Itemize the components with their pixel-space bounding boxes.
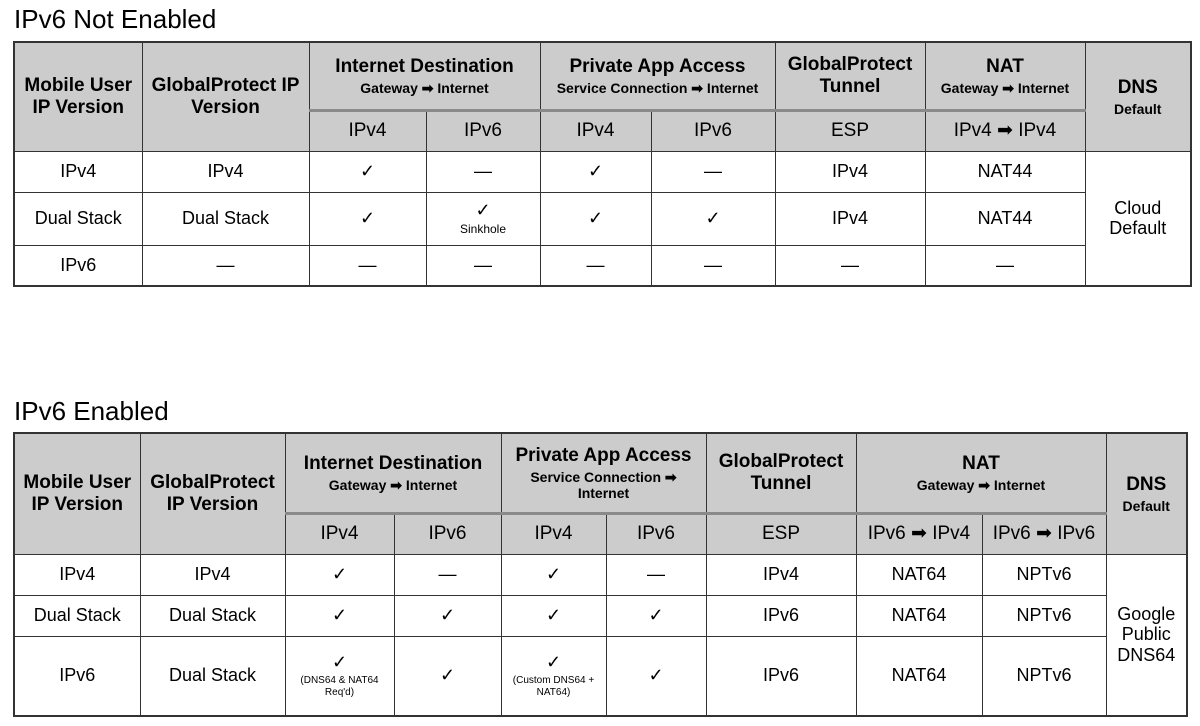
subheader-internet-ipv6: IPv6 — [426, 110, 540, 151]
table-row — [14, 245, 1191, 286]
dns-default-value: Google Public DNS64 — [1117, 603, 1176, 666]
cell-tunnel: IPv4 — [775, 192, 925, 245]
subheader-private-ipv4: IPv4 — [540, 110, 651, 151]
subheader-private-ipv6: IPv6 — [606, 513, 706, 554]
cell-gp: Dual Stack — [140, 636, 285, 716]
header-dns: DNS Default — [1106, 433, 1187, 554]
header-private-app-access: Private App Access Service Connection ➡ Internet — [501, 433, 706, 513]
cell-private-ipv4: ✓ — [540, 151, 651, 192]
cell-internet-ipv4: ✓ — [309, 192, 426, 245]
section-title-ipv6-not-enabled: IPv6 Not Enabled — [14, 4, 217, 34]
cell-nat: NAT44 — [925, 192, 1085, 245]
table-row — [14, 151, 1191, 192]
cell-internet-ipv6: ✓ — [394, 636, 501, 716]
header-dns-sub: Default — [1114, 100, 1162, 117]
cell-mobile: IPv6 — [14, 636, 140, 716]
sinkhole-note: Sinkhole — [459, 221, 507, 236]
cell-mobile: Dual Stack — [14, 192, 142, 245]
cell-private-ipv4: — — [540, 245, 651, 286]
cell-private-ipv4 — [501, 636, 606, 716]
cell-nat64: NAT64 — [856, 636, 982, 716]
cell-nptv6: NPTv6 — [982, 595, 1106, 636]
check-mark: ✓ — [331, 652, 348, 673]
cell-private-ipv6: ✓ — [606, 595, 706, 636]
cell-internet-ipv4 — [285, 636, 394, 716]
subheader-nat-ipv6-ipv4: IPv6 ➡ IPv4 — [856, 513, 982, 554]
cell-internet-ipv4: ✓ — [285, 554, 394, 595]
header-dns: DNS Default — [1085, 42, 1191, 151]
header-internet-destination-sub: Gateway ➡ Internet — [360, 79, 489, 96]
header-internet-destination: Internet Destination Gateway ➡ Internet — [285, 433, 501, 513]
subheader-internet-ipv6: IPv6 — [394, 513, 501, 554]
header-internet-destination: Internet Destination Gateway ➡ Internet — [309, 42, 540, 110]
cell-internet-ipv4: ✓ — [285, 595, 394, 636]
cell-internet-ipv4: — — [309, 245, 426, 286]
cell-tunnel: — — [775, 245, 925, 286]
cell-tunnel: IPv4 — [775, 151, 925, 192]
cell-internet-ipv6: — — [394, 554, 501, 595]
custom-dns64-note: (Custom DNS64 + NAT64) — [512, 675, 595, 699]
cell-nptv6: NPTv6 — [982, 554, 1106, 595]
cell-private-ipv6: ✓ — [606, 636, 706, 716]
header-mobile-user: Mobile User IP Version — [14, 433, 140, 554]
ipv6-not-enabled-table — [13, 41, 1192, 287]
header-dns-sub: Default — [1122, 497, 1170, 514]
header-internet-destination-sub: Gateway ➡ Internet — [328, 476, 458, 493]
subheader-internet-ipv4: IPv4 — [285, 513, 394, 554]
cell-private-ipv4: ✓ — [540, 192, 651, 245]
table-row — [14, 554, 1187, 595]
cell-private-ipv6: ✓ — [651, 192, 775, 245]
cell-gp: Dual Stack — [140, 595, 285, 636]
cell-internet-ipv6: — — [426, 245, 540, 286]
cell-nat64: NAT64 — [856, 554, 982, 595]
header-mobile-user: Mobile User IP Version — [14, 42, 142, 151]
cell-gp: Dual Stack — [142, 192, 309, 245]
cell-gp: IPv4 — [142, 151, 309, 192]
cell-mobile: Dual Stack — [14, 595, 140, 636]
header-gp-tunnel: GlobalProtect Tunnel — [775, 42, 925, 110]
cell-internet-ipv4: ✓ — [309, 151, 426, 192]
header-private-app-sub: Service Connection ➡ Internet — [530, 468, 677, 501]
dns-default-value: Cloud Default — [1109, 197, 1167, 239]
subheader-internet-ipv4: IPv4 — [309, 110, 426, 151]
cell-nptv6: NPTv6 — [982, 636, 1106, 716]
cell-mobile: IPv4 — [14, 151, 142, 192]
cell-internet-ipv6: — — [426, 151, 540, 192]
cell-nat: NAT44 — [925, 151, 1085, 192]
check-mark: ✓ — [475, 200, 491, 221]
subheader-nat-ipv6-ipv6: IPv6 ➡ IPv6 — [982, 513, 1106, 554]
header-nat: NAT Gateway ➡ Internet — [856, 433, 1106, 513]
cell-dns-default — [1106, 554, 1187, 716]
subheader-tunnel-esp: ESP — [775, 110, 925, 151]
cell-nat: — — [925, 245, 1085, 286]
header-private-app-access: Private App Access Service Connection ➡ Internet — [540, 42, 775, 110]
header-gp-tunnel: GlobalProtect Tunnel — [706, 433, 856, 513]
table-row — [14, 636, 1187, 716]
subheader-private-ipv4: IPv4 — [501, 513, 606, 554]
header-gp-ip: GlobalProtect IP Version — [142, 42, 309, 151]
section-title-ipv6-enabled: IPv6 Enabled — [14, 396, 169, 426]
cell-private-ipv6: — — [651, 151, 775, 192]
dns64-nat64-note: (DNS64 & NAT64 Req'd) — [300, 675, 379, 699]
table-row — [14, 192, 1191, 245]
header-private-app-sub: Service Connection ➡ Internet — [556, 79, 759, 96]
cell-mobile: IPv6 — [14, 245, 142, 286]
subheader-tunnel-esp: ESP — [706, 513, 856, 554]
header-nat-sub: Gateway ➡ Internet — [916, 476, 1046, 493]
cell-mobile: IPv4 — [14, 554, 140, 595]
cell-tunnel: IPv6 — [706, 636, 856, 716]
cell-internet-ipv6: ✓ — [394, 595, 501, 636]
cell-private-ipv6: — — [606, 554, 706, 595]
subheader-nat-ipv4-ipv4: IPv4 ➡ IPv4 — [925, 110, 1085, 151]
header-gp-ip: GlobalProtect IP Version — [140, 433, 285, 554]
cell-dns-default — [1085, 151, 1191, 286]
header-nat-sub: Gateway ➡ Internet — [940, 79, 1070, 96]
cell-internet-ipv6 — [426, 192, 540, 245]
ipv6-enabled-table — [13, 432, 1188, 717]
cell-private-ipv4: ✓ — [501, 595, 606, 636]
cell-tunnel: IPv4 — [706, 554, 856, 595]
header-nat: NAT Gateway ➡ Internet — [925, 42, 1085, 110]
table-row — [14, 595, 1187, 636]
cell-gp: IPv4 — [140, 554, 285, 595]
cell-private-ipv4: ✓ — [501, 554, 606, 595]
cell-nat64: NAT64 — [856, 595, 982, 636]
cell-private-ipv6: — — [651, 245, 775, 286]
cell-tunnel: IPv6 — [706, 595, 856, 636]
check-mark: ✓ — [545, 652, 562, 673]
subheader-private-ipv6: IPv6 — [651, 110, 775, 151]
cell-gp: — — [142, 245, 309, 286]
